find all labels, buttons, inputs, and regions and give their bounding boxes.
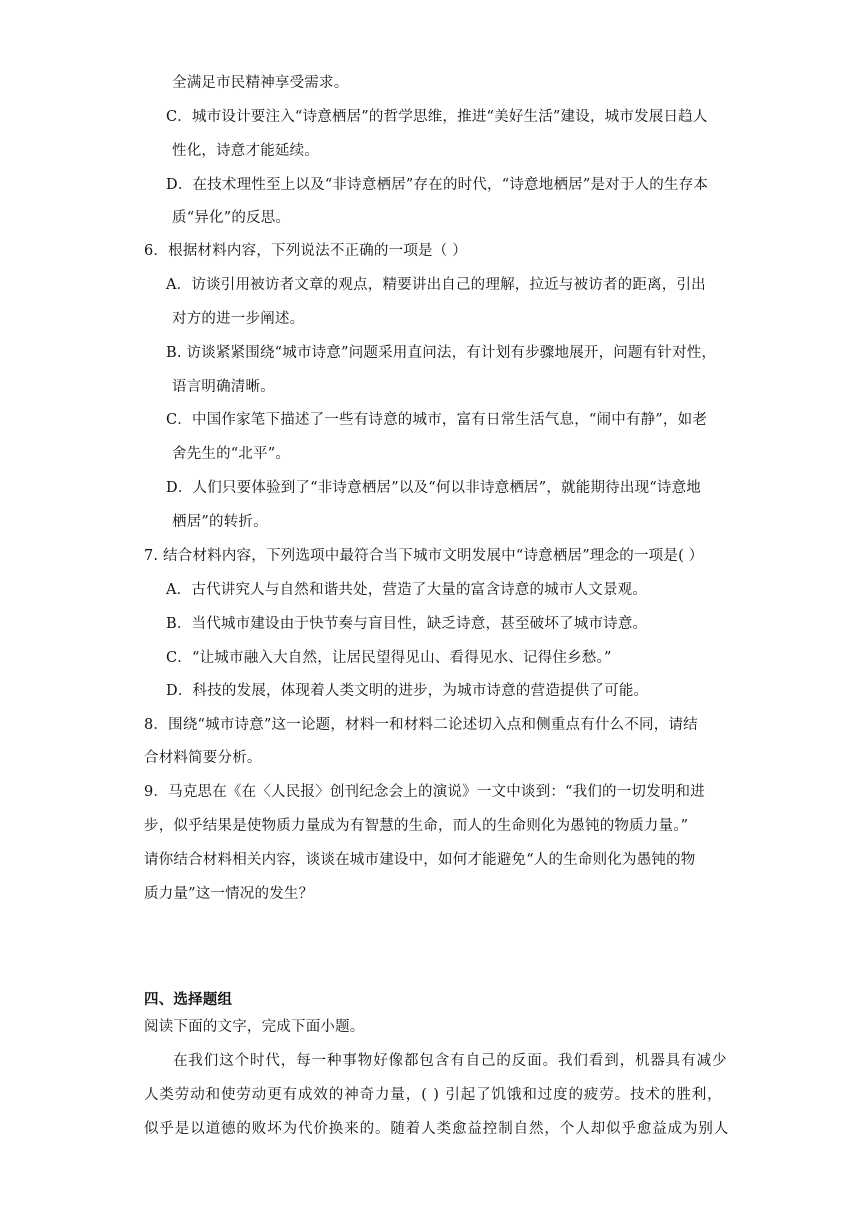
- q6-option-b-line-1: B. 访谈紧紧围绕“城市诗意”问题采用直问法，有计划有步骤地展开，问题有针对性，: [166, 345, 717, 361]
- q7-stem: 7. 结合材料内容，下列选项中最符合当下城市文明发展中“诗意栖居”理念的一项是( ）: [144, 548, 704, 564]
- q8-line-2: 合材料简要分析。: [144, 750, 262, 766]
- section-heading: 四、选择题组: [144, 992, 233, 1008]
- passage-line-1: 在我们这个时代，每一种事物好像都包含有自己的反面。我们看到，机器具有减少: [173, 1053, 728, 1069]
- q9-line-4: 质力量”这一情况的发生？: [144, 886, 314, 902]
- q5-option-c-line-2: 性化，诗意才能延续。: [172, 143, 319, 159]
- q6-stem: 6．根据材料内容，下列说法不正确的一项是（ ）: [144, 243, 467, 259]
- q8-line-1: 8．围绕“城市诗意”这一论题，材料一和材料二论述切入点和侧重点有什么不同，请结: [144, 717, 698, 733]
- q9-line-3: 请你结合材料相关内容，谈谈在城市建设中，如何才能避免“人的生命则化为愚钝的物: [144, 852, 696, 868]
- q6-option-d-line-1: D．人们只要体验到了“非诗意栖居”以及“何以非诗意栖居”，就能期待出现“诗意地: [166, 480, 701, 496]
- q6-option-a-line-1: A．访谈引用被访者文章的观点，精要讲出自己的理解，拉近与被访者的距离，引出: [166, 277, 706, 293]
- q9-line-2: 步，似乎结果是使物质力量成为有智慧的生命，而人的生命则化为愚钝的物质力量。”: [144, 818, 689, 834]
- q7-option-a: A．古代讲究人与自然和谐共处，营造了大量的富含诗意的城市人文景观。: [166, 582, 648, 598]
- section-instruction: 阅读下面的文字，完成下面小题。: [144, 1019, 365, 1035]
- q5-option-d-line-2: 质“异化”的反思。: [172, 210, 291, 226]
- q9-line-1: 9．马克思在《在〈人民报〉创刊纪念会上的演说》一文中谈到：“我们的一切发明和进: [144, 784, 705, 800]
- passage-line-2: 人类劳动和使劳动更有成效的神奇力量，( ) 引起了饥饿和过度的疲劳。技术的胜利，: [144, 1087, 723, 1103]
- q6-option-d-line-2: 栖居”的转折。: [172, 514, 268, 530]
- q7-option-c: C．“让城市融入大自然，让居民望得见山、看得见水、记得住乡愁。”: [166, 650, 612, 666]
- q5-option-d-line-1: D．在技术理性至上以及“非诗意栖居”存在的时代，“诗意地栖居”是对于人的生存本: [166, 177, 709, 193]
- q5-option-b-line-2: 全满足市民精神享受需求。: [172, 75, 349, 91]
- q6-option-b-line-2: 语言明确清晰。: [172, 379, 275, 395]
- q5-option-c-line-1: C．城市设计要注入“诗意栖居”的哲学思维，推进“美好生活”建设，城市发展日趋人: [166, 109, 708, 125]
- q7-option-d: D．科技的发展，体现着人类文明的进步，为城市诗意的营造提供了可能。: [166, 683, 649, 699]
- q6-option-a-line-2: 对方的进一步阐述。: [172, 311, 305, 327]
- q6-option-c-line-1: C．中国作家笔下描述了一些有诗意的城市，富有日常生活气息，“闹中有静”，如老: [166, 412, 708, 428]
- passage-line-3: 似乎是以道德的败坏为代价换来的。随着人类愈益控制自然，个人却似乎愈益成为别人: [144, 1121, 730, 1137]
- q7-option-b: B．当代城市建设由于快节奏与盲目性，缺乏诗意，甚至破坏了城市诗意。: [166, 616, 648, 632]
- q6-option-c-line-2: 舍先生的“北平”。: [172, 446, 291, 462]
